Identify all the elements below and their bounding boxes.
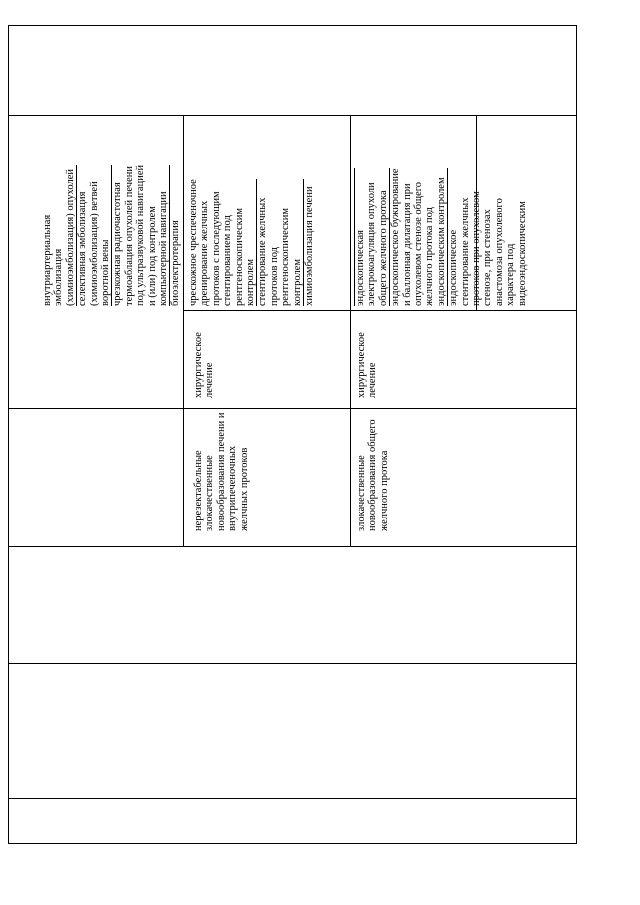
table-frame (8, 25, 577, 844)
text-line: лечение (367, 362, 379, 398)
row-divider-5 (8, 663, 577, 664)
method-line: (химиоэмболизация) ветвей (88, 181, 100, 306)
methods-cell-c (354, 168, 528, 306)
method-line: чрескожное чреспеченочное (188, 179, 199, 306)
method-line: селективная эмболизация (77, 191, 89, 306)
method-line: стентирование желчных (459, 197, 471, 306)
method-line: рентгеноскопическим (233, 207, 245, 306)
method-line: контролем (245, 179, 257, 306)
method-line: протоков при опухолевом (471, 191, 483, 306)
method-line: электрокоагуляция опухоли (366, 182, 378, 306)
method-line: эндоскопическое (448, 229, 460, 306)
disease-cell-2 (356, 419, 390, 531)
method-line: стентированием под (222, 215, 234, 306)
method-line: эндоскопическое бужирование (390, 168, 402, 306)
col-divider-1 (183, 115, 184, 546)
row-divider-6 (8, 798, 577, 799)
method-line: под ультразвуковой навигацией (135, 164, 147, 306)
treatment-cell-2 (356, 332, 379, 398)
treatment-cell-1 (193, 332, 216, 398)
method-line: опухолевом стенозе общего (413, 181, 425, 306)
text-line: злокачественные (204, 455, 216, 531)
method-line: дренирование желчных (199, 200, 211, 306)
method-line: компьютерной навигации (158, 165, 170, 306)
text-line: новообразования печени и (215, 412, 227, 531)
method-line: и баллонная дилатация при (401, 183, 413, 306)
method-line: характера под (505, 243, 517, 306)
method-line: эмболизация (53, 248, 65, 306)
method-line: и (или) под контролем (146, 206, 158, 306)
method-line: биоэлектротерапия (170, 220, 182, 306)
row-divider-1 (8, 115, 577, 116)
text-line: хирургическое (193, 332, 204, 398)
method-line: видеоэндоскопическим (516, 201, 528, 306)
text-line: внутрипеченочных (227, 445, 239, 531)
method-line: (химиоэмболизация) опухолей (65, 165, 77, 306)
method-line: анастомоза опухолевого (493, 198, 505, 306)
method-line: протоков под (268, 247, 280, 306)
method-line: термоаблация опухолей печени (123, 166, 135, 306)
method-line: воротной вены (100, 165, 112, 306)
methods-cell-a (42, 165, 182, 306)
text-line: нерезектабельные (193, 450, 204, 531)
methods-cell-b (188, 179, 315, 306)
method-line: эндоскопическим контролем (436, 168, 448, 306)
text-line: хирургическое (356, 332, 367, 398)
method-line: желчного протока под (424, 207, 436, 306)
text-line: злокачественные (356, 455, 367, 531)
method-line: рентгеноскопическим (280, 207, 292, 306)
text-line: новообразования общего (367, 419, 379, 531)
method-line: протоков с последующим (210, 191, 222, 306)
text-line: лечение (204, 362, 216, 398)
text-line: желчного протока (378, 450, 390, 531)
method-line: эндоскопическая (354, 168, 366, 306)
row-divider-3 (8, 408, 577, 409)
method-line: чрезкожная радиочастотная (112, 182, 124, 306)
row-divider-2 (183, 310, 577, 311)
method-line: общего желчного протока (378, 168, 390, 306)
method-line: стентирование желчных (257, 197, 269, 306)
row-divider-4 (8, 546, 577, 547)
method-line: химиоэмболизация печени (304, 186, 316, 306)
text-line: желчных протоков (238, 447, 250, 531)
col-divider-2 (350, 115, 351, 546)
method-line: внутриартериальная (42, 214, 53, 306)
disease-cell-1 (193, 413, 250, 531)
method-line: стенозе, при стенозах (482, 209, 494, 306)
method-line: контролем (292, 179, 304, 306)
